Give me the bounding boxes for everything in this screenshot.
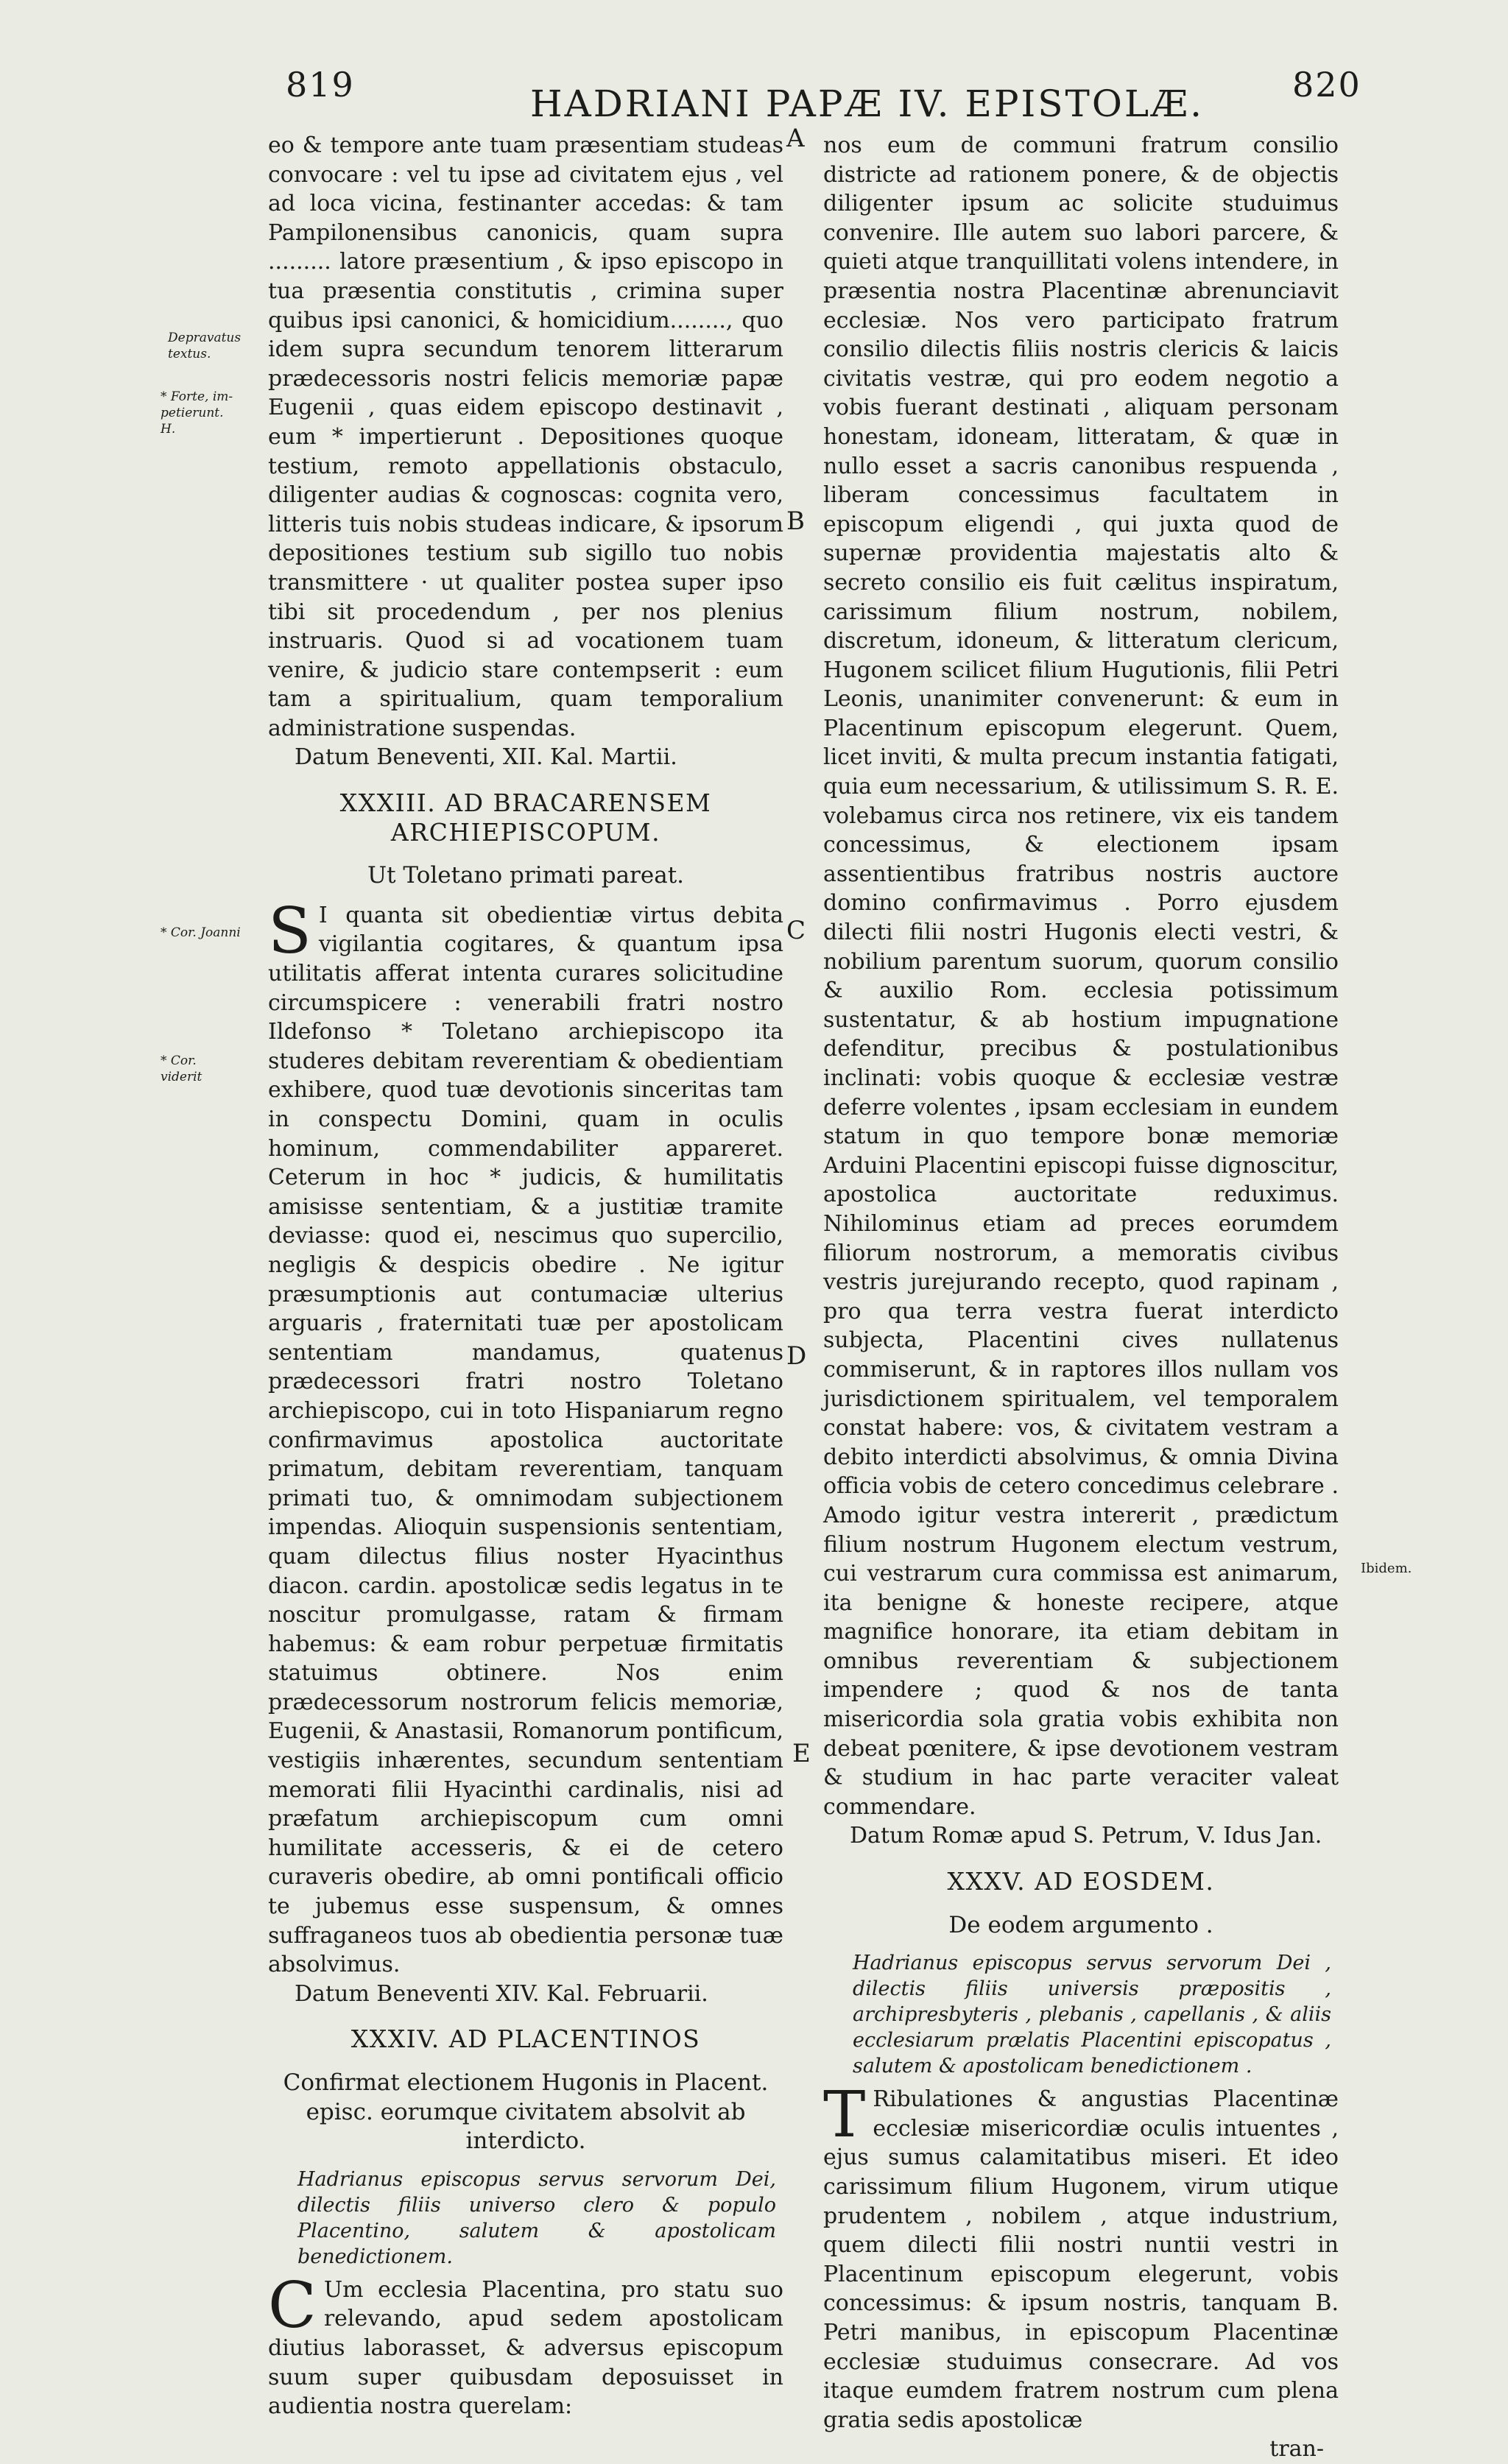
drop-cap: C bbox=[268, 2268, 317, 2343]
paragraph: S I quanta sit obedientiæ virtus debita vigilantia cogitares, & quantum ipsa utilitatis afferat intenta curares solicitudine circumspicere : venerabili fratri nostro Ildefonso * Toletano archiepiscopo ita studeres debitam reverentiam & obedientiam exhibere, quod tuæ devotionis sinceritas tam in conspectu Domini, quam in oculis hominum, commendabiliter appareret. Ceterum in hoc * judicis, & humilitatis amisisse sententiam, & a justitiæ tramite deviasse: quod ei, nescimus quo supercilio, negligis & despicis obedire . Ne igitur præsumptionis aut contumaciæ ulterius arguaris , fraternitati tuæ per apostolicam sententiam mandamus, quatenus prædecessori fratri nostro Toletano archiepiscopo, cui in toto Hispaniarum regno confirmavimus apostolica auctoritate primatum, debitam reverentiam, tanquam primati tuo, & omnimodam subjectionem impendas. Alioquin suspensionis sententiam, quam dilectus filius noster Hyacinthus diacon. cardin. apostolicæ sedis legatus in te noscitur promulgasse, ratam & firmam habemus: & eam robur perpetuæ firmitatis statuimus obtinere. Nos enim prædecessorum nostrorum felicis memoriæ, Eugenii, & Anastasii, Romanorum pontificum, vestigiis inhærentes, secundum sententiam memorati filii Hyacinthi cardinalis, nisi ad præfatum archiepiscopum cum omni humilitate accesseris, & ei de cetero curaveris obedire, ab omni pontificali officio te jubemus esse suspensum, & omnes suffraganeos tuos ab obedientia personæ tuæ absolvimus. bbox=[268, 894, 783, 1978]
letter-summary-34: Confirmat electionem Hugonis in Placent. episc. eorumque civitatem absolvit ab interdicto. bbox=[283, 2069, 769, 2155]
salutation: Hadrianus episcopus servus servorum Dei , dilectis filiis universis præpositis , archipresbyteris , plebanis , capellanis , & aliis ecclesiarum prælatis Placentini episcopatus , salutem & apostolicam benedictionem . bbox=[853, 1952, 1331, 2078]
catchword: tran- bbox=[1269, 2436, 1324, 2463]
left-column bbox=[268, 131, 783, 2421]
letter-summary-35: De eodem argumento . bbox=[948, 1911, 1213, 1938]
drop-cap: T bbox=[823, 2078, 866, 2153]
page-number-left: 819 bbox=[286, 65, 355, 105]
date-line: Datum Beneventi, XII. Kal. Martii. bbox=[295, 744, 677, 771]
margin-note-viderit: * Cor. viderit bbox=[161, 1053, 202, 1084]
margin-note-depravatus: Depravatus textus. bbox=[168, 331, 242, 361]
letter-summary-33: Ut Toletano primati pareat. bbox=[367, 862, 685, 889]
page-number-right: 820 bbox=[1292, 65, 1361, 105]
right-column bbox=[823, 131, 1339, 2464]
section-letter-b: B bbox=[786, 506, 805, 536]
section-letter-e: E bbox=[792, 1739, 811, 1768]
section-letter-d: D bbox=[786, 1341, 807, 1371]
running-title: HADRIANI PAPÆ IV. EPISTOLÆ. bbox=[530, 82, 1204, 125]
letter-heading-33: XXXIII. AD BRACARENSEM ARCHIEPISCOPUM. bbox=[339, 788, 712, 847]
section-letter-c: C bbox=[786, 916, 806, 945]
margin-note-joanni: * Cor. Joanni bbox=[161, 925, 241, 940]
salutation: Hadrianus episcopus servus servorum Dei, dilectis filiis universo clero & populo Placentino, salutem & apostolicam benedictionem. bbox=[297, 2167, 776, 2268]
paragraph: C Um ecclesia Placentina, pro statu suo relevando, apud sedem apostolicam diutius laborasset, & adversus episcopum suum super quibusdam deposuisset in audientia nostra querelam: bbox=[268, 2268, 783, 2420]
letter-heading-34: XXXIV. AD PLACENTINOS bbox=[350, 2024, 701, 2054]
section-letter-a: A bbox=[786, 124, 805, 153]
margin-note-ibidem: Ibidem. bbox=[1361, 1561, 1412, 1576]
drop-cap: S bbox=[268, 894, 311, 968]
paragraph: eo & tempore ante tuam præsentiam studeas convocare : vel tu ipse ad civitatem ejus , vel ad loca vicina, festinanter accedas: & tam Pampilonensibus canonicis, quam supra ......... latore præsentium , & ipso episcopo in tua præsentia constitutis , crimina super quibus ipsi canonici, & homicidium........, quo idem supra secundum tenorem litterarum prædecessoris nostri felicis memoriæ papæ Eugenii , quas eidem episcopo destinavit , eum * impertierunt . Depositiones quoque testium, remoto appellationis obstaculo, diligenter audias & cognoscas: cognita vero, litteris tuis nobis studeas indicare, & ipsorum depositiones testium sub sigillo tuo nobis transmittere · ut qualiter postea super ipso tibi sit procedendum , per nos plenius instruaris. Quod si ad vocationem tuam venire, & judicio stare contempserit : eum tam a spiritualium, quam temporalium administratione suspendas. bbox=[268, 133, 783, 741]
margin-note-forte: * Forte, im- petierunt. H. bbox=[161, 389, 233, 437]
paragraph: T Ribulationes & angustias Placentinæ ecclesiæ misericordiæ oculis intuentes , ejus sumus calamitatibus miseri. Et ideo carissimum filium Hugonem, virum utique prudentem , nobilem , atque industrium, quem dilecti filii nostri nuntii vestri in Placentinum episcopum elegerunt, vobis concessimus: & ipsum nostris, tanquam B. Petri manibus, in episcopum Placentinæ ecclesiæ studuimus consecrare. Ad vos itaque eumdem fratrem nostrum cum plena gratia sedis apostolicæ bbox=[823, 2078, 1339, 2433]
date-line: Datum Romæ apud S. Petrum, V. Idus Jan. bbox=[850, 1823, 1322, 1849]
paragraph: nos eum de communi fratrum consilio districte ad rationem ponere, & de objectis diligenter ipsum ac solicite studuimus convenire. Ille autem suo labori parcere, & quieti atque tranquillitati volens intendere, in præsentia nostra Placentinæ abrenunciavit ecclesiæ. Nos vero participato fratrum consilio dilectis filiis nostris clericis & laicis civitatis vestræ, qui pro eodem negotio a vobis fuerant destinati , aliquam personam honestam, idoneam, litteratam, & quæ in nullo esset a sacris canonibus respuenda , liberam concessimus facultatem in episcopum eligendi , qui juxta quod de supernæ providentia majestatis alto & secreto consilio eis fuit cælitus inspiratum, carissimum filium nostrum, nobilem, discretum, idoneum, & litteratum clericum, Hugonem scilicet filium Hugutionis, filii Petri Leonis, unanimiter convenerunt: & eum in Placentinum episcopum elegerunt. Quem, licet inviti, & multa precum instantia fatigati, quia eum necessarium, & utilissimum S. R. E. volebamus circa nos retinere, vix eis tandem concessimus, & electionem ipsam assentientibus fratribus nostris auctore domino confirmavimus . Porro ejusdem dilecti filii nostri Hugonis electi vestri, & nobilium parentum suorum, quorum consilio & auxilio Rom. ecclesia potissimum sustentatur, & ab hostium impugnatione defenditur, precibus & postulationibus inclinati: vobis quoque & ecclesiæ vestræ deferre volentes , ipsam ecclesiam in eundem statum in quo tempore bonæ memoriæ Arduini Placentini episcopi fuisse dignoscitur, apostolica auctoritate reduximus. Nihilominus etiam ad preces eorumdem filiorum nostrorum, a memoratis civibus vestris jurejurando recepto, quod rapinam , pro qua terra vestra fuerat interdicto subjecta, Placentini cives nullatenus commiserunt, & in raptores illos nullam vos jurisdictionem spiritualem, vel temporalem constat habere: vos, & civitatem vestram a debito interdicti absolvimus, & omnia Divina officia vobis de cetero concedimus celebrare . Amodo igitur vestra intererit , prædictum filium nostrum Hugonem electum vestrum, cui vestrarum cura commissa est animarum, ita benigne & honeste recipere, atque magnifice honorare, ita etiam debitam in omnibus reverentiam & subjectionem impendere ; quod & nos de tanta misericordia sola gratia vobis exhibita non debeat pœnitere, & ipse devotionem vestram & studium in hac parte veraciter valeat commendare. bbox=[823, 133, 1339, 1820]
date-line: Datum Beneventi XIV. Kal. Februarii. bbox=[295, 1980, 708, 2007]
letter-heading-35: XXXV. AD EOSDEM. bbox=[947, 1867, 1215, 1896]
